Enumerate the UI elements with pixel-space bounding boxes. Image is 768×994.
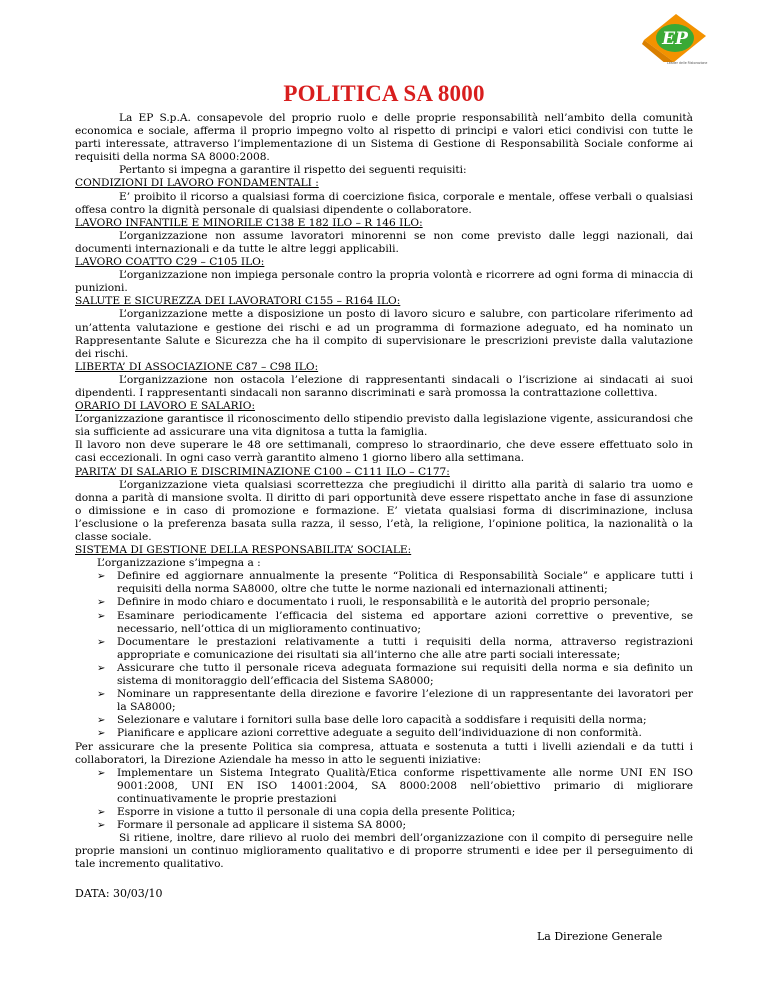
list-item: ➢ Esaminare periodicamente l’efficacia del sistema ed apportare azioni correttive o preventive, se necessario, nell’ottica di un miglioramento continuativo; xyxy=(97,609,693,635)
list-item: ➢ Definire in modo chiaro e documentato i ruoli, le responsabilità e le autorità del proprio personale; xyxy=(97,596,650,609)
list-item: ➢ Pianificare e applicare azioni correttive adeguate a seguito dell’individuazione di non conformità. xyxy=(97,727,642,740)
commitment-list xyxy=(75,570,693,740)
list-item: ➢ Definire ed aggiornare annualmente la presente “Politica di Responsabilità Sociale” e applicare tutti i requisiti della norma SA8000, oltre che tutte le norme nazionali ed internazionali attinenti; xyxy=(97,570,693,596)
section-body-orario-salario-2: Il lavoro non deve superare le 48 ore settimanali, compreso lo straordinario, che deve essere effettuato solo in casi eccezionali. In ogni caso verrà garantito almeno 1 giorno libero alla settimana. xyxy=(75,439,693,465)
page-title: POLITICA SA 8000 xyxy=(283,81,485,106)
list-item: ➢ Esporre in visione a tutto il personale di una copia della presente Politica; xyxy=(97,805,516,818)
arrow-bullet-icon: ➢ xyxy=(97,806,106,818)
document-date: DATA: 30/03/10 xyxy=(75,887,163,900)
arrow-bullet-icon: ➢ xyxy=(97,571,106,583)
arrow-bullet-icon: ➢ xyxy=(97,728,106,740)
initiatives-paragraph: Per assicurare che la presente Politica sia compresa, attuata e sostenuta a tutti i livelli aziendali e da tutti i collaboratori, la Direzione Aziendale ha messo in atto le seguenti iniziative: xyxy=(75,740,693,766)
logo-tagline: Leader delle Ristorazione xyxy=(667,61,708,65)
section-body-lavoro-coatto: L’organizzazione non impiega personale contro la propria volontà e ricorrere ad ogni forma di minaccia di punizioni. xyxy=(75,269,693,295)
list-item: ➢ Assicurare che tutto il personale riceva adeguata formazione sui requisiti della norma e sia definito un sistema di monitoraggio dell’efficacia del Sistema SA8000; xyxy=(97,661,693,688)
arrow-bullet-icon: ➢ xyxy=(97,820,106,832)
section-body-liberta-associazione: L’organizzazione non ostacola l’elezione di rappresentanti sindacali o l’iscrizione ai sindacati ai suoi dipendenti. I rappresentanti sindacali non saranno discriminati e sarà promossa la contrattazione collettiva. xyxy=(75,373,693,399)
signature-block: La Direzione Generale xyxy=(537,930,663,943)
section-heading-salute-sicurezza: SALUTE E SICUREZZA DEI LAVORATORI C155 – R164 ILO: xyxy=(75,295,401,308)
section-body-salute-sicurezza: L’organizzazione mette a disposizione un posto di lavoro sicuro e salubre, con particolare riferimento ad un’attenta valutazione e gestione dei rischi e ad un programma di formazione adeguato, ed ha nominato un Rappresentante Salute e Sicurezza che ha il compito di supervisionare le prescrizioni previste dalla valutazione dei rischi. xyxy=(75,308,693,360)
arrow-bullet-icon: ➢ xyxy=(97,636,106,648)
arrow-bullet-icon: ➢ xyxy=(97,597,106,609)
section-body-condizioni: E’ proibito il ricorso a qualsiasi forma di coercizione fisica, corporale e mentale, offese verbali o qualsiasi offesa contro la dignità personale di qualsiasi dipendente o collaboratore. xyxy=(75,190,693,216)
arrow-bullet-icon: ➢ xyxy=(97,610,106,622)
list-item: ➢ Documentare le prestazioni relativamente a tutti i requisiti della norma, attraverso registrazioni appropriate e comunicazione dei risultati sia all’interno che alle atre parti sociali interessate; xyxy=(97,635,693,661)
initiatives-list xyxy=(75,767,693,832)
arrow-bullet-icon: ➢ xyxy=(97,715,106,727)
document-body xyxy=(75,112,693,871)
intro-paragraph: La EP S.p.A. consapevole del proprio ruolo e delle proprie responsabilità nell’ambito della comunità economica e sociale, afferma il proprio impegno volto al rispetto di principi e valori etici condivisi con tutte le parti interessate, attraverso l’implementazione di un Sistema di Gestione di Responsabilità Sociale conforme ai requisiti della norma SA 8000:2008. xyxy=(75,112,693,164)
arrow-bullet-icon: ➢ xyxy=(97,767,106,779)
company-logo xyxy=(640,10,710,68)
section-heading-lavoro-coatto: LAVORO COATTO C29 – C105 ILO: xyxy=(75,256,265,269)
section-heading-condizioni: CONDIZIONI DI LAVORO FONDAMENTALI : xyxy=(75,177,319,190)
list-item: ➢ Nominare un rappresentante della direzione e favorire l’elezione di un rappresentante dei lavoratori per la SA8000; xyxy=(97,688,693,714)
svg-text:EP: EP xyxy=(662,29,688,49)
list-item: ➢ Formare il personale ad applicare il sistema SA 8000; xyxy=(97,819,407,832)
closing-paragraph: Si ritiene, inoltre, dare rilievo al ruolo dei membri dell’organizzazione con il compito di perseguire nelle proprie mansioni un continuo miglioramento qualitativo e di proporre strumenti e idee per il perseguimento di tale incremento qualitativo. xyxy=(75,832,693,871)
section-heading-orario-salario: ORARIO DI LAVORO E SALARIO: xyxy=(75,400,256,413)
ep-logo-icon xyxy=(640,10,710,68)
section-heading-parita-salario: PARITA’ DI SALARIO E DISCRIMINAZIONE C100 – C111 ILO – C177: xyxy=(75,465,450,478)
section-body-orario-salario-1: L’organizzazione garantisce il riconoscimento dello stipendio previsto dalla legislazione vigente, assicurandosi che sia sufficiente ad assicurare una vita dignitosa a tutta la famiglia. xyxy=(75,413,693,439)
list-item: ➢ Implementare un Sistema Integrato Qualità/Etica conforme rispettivamente alle norme UNI EN ISO 9001:2008, UNI EN ISO 14001:2004, SA 8000:2008 nell’obiettivo primario di migliorare continuativamente le proprie prestazioni xyxy=(97,766,693,805)
section-heading-lavoro-infantile: LAVORO INFANTILE E MINORILE C138 E 182 ILO – R 146 ILO: xyxy=(75,216,423,229)
section-body-lavoro-infantile: L’organizzazione non assume lavoratori minorenni se non come previsto dalle leggi nazionali, dai documenti internazionali e da tutte le altre leggi applicabili. xyxy=(75,229,693,255)
section-heading-sistema-gestione: SISTEMA DI GESTIONE DELLA RESPONSABILITA’ SOCIALE: xyxy=(75,544,412,557)
intro-lead: Pertanto si impegna a garantire il rispetto dei seguenti requisiti: xyxy=(119,164,467,177)
section-lead-sistema-gestione: L’organizzazione s’impegna a : xyxy=(97,557,261,570)
section-body-parita-salario: L’organizzazione vieta qualsiasi scorrettezza che pregiudichi il diritto alla parità di salario tra uomo e donna a parità di mansione svolta. Il diritto di pari opportunità deve essere rispettato anche in fase di assunzione o dimissione e in caso di promozione e formazione. E’ vietata qualsiasi forma di discriminazione, inclusa l’esclusione o la preferenza basata sulla razza, il sesso, l’età, la religione, l’opinione politica, la nazionalità o la classe sociale. xyxy=(75,478,693,543)
section-heading-liberta-associazione: LIBERTA’ DI ASSOCIAZIONE C87 – C98 ILO: xyxy=(75,360,319,373)
list-item: ➢ Selezionare e valutare i fornitori sulla base delle loro capacità a soddisfare i requisiti della norma; xyxy=(97,714,647,727)
arrow-bullet-icon: ➢ xyxy=(97,662,106,674)
arrow-bullet-icon: ➢ xyxy=(97,689,106,701)
